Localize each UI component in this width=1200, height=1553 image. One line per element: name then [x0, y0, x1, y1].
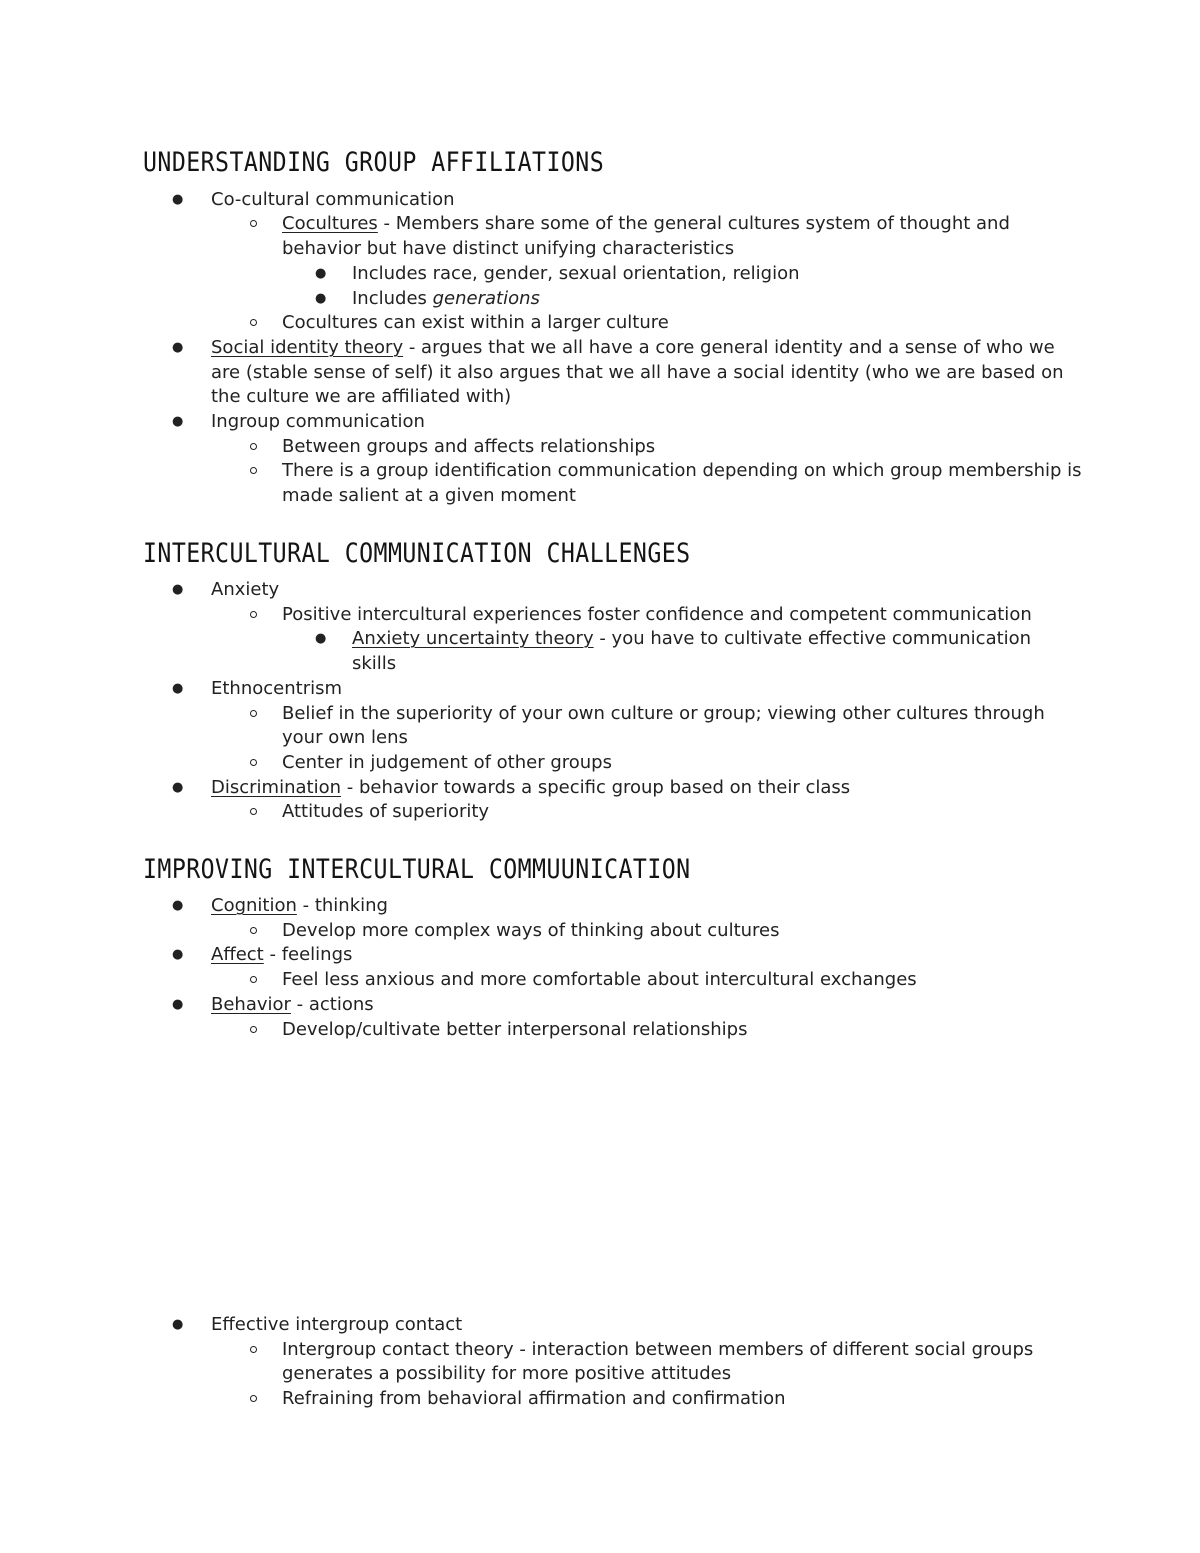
bullet-icon: ● — [172, 582, 184, 597]
hollow-bullet-icon — [250, 1026, 257, 1033]
list-item — [211, 894, 388, 919]
list-item — [211, 336, 1055, 361]
list-item: Develop/cultivate better interpersonal relationships — [282, 1019, 748, 1040]
section-heading: IMPROVING INTERCULTURAL COMMUUNICATION — [143, 854, 691, 885]
list-item — [211, 776, 850, 801]
list-item: Refraining from behavioral affirmation and confirmation — [282, 1388, 786, 1409]
list-item: There is a group identification communication depending on which group membership is — [282, 460, 1082, 481]
list-item — [352, 287, 540, 312]
hollow-bullet-icon — [250, 927, 257, 934]
section-heading: INTERCULTURAL COMMUNICATION CHALLENGES — [143, 538, 691, 569]
list-item: Belief in the superiority of your own culture or group; viewing other cultures through — [282, 703, 1045, 724]
bullet-icon: ● — [172, 947, 184, 962]
list-item: Center in judgement of other groups — [282, 752, 612, 773]
definition: - you have to cultivate effective communication — [593, 628, 1032, 649]
term: Anxiety uncertainty theory — [352, 628, 594, 649]
list-item: Between groups and affects relationships — [282, 436, 656, 457]
section-heading: UNDERSTANDING GROUP AFFILIATIONS — [143, 147, 605, 178]
list-item-continuation: generates a possibility for more positive attitudes — [282, 1363, 732, 1384]
list-item: Effective intergroup contact — [211, 1314, 463, 1335]
hollow-bullet-icon — [250, 319, 257, 326]
list-item: Develop more complex ways of thinking about cultures — [282, 920, 780, 941]
hollow-bullet-icon — [250, 220, 257, 227]
hollow-bullet-icon — [250, 710, 257, 717]
list-item: Ethnocentrism — [211, 678, 343, 699]
list-item — [352, 627, 1031, 652]
list-item — [211, 993, 374, 1018]
list-item — [211, 943, 352, 968]
bullet-icon: ● — [172, 898, 184, 913]
list-item: Feel less anxious and more comfortable about intercultural exchanges — [282, 969, 917, 990]
definition: - behavior towards a specific group based on their class — [341, 777, 851, 798]
term: Discrimination — [211, 777, 341, 798]
bullet-icon: ● — [172, 780, 184, 795]
list-item: Includes race, gender, sexual orientation, religion — [352, 263, 800, 284]
hollow-bullet-icon — [250, 808, 257, 815]
term: Cocultures — [282, 213, 378, 234]
definition: - actions — [290, 994, 374, 1015]
hollow-bullet-icon — [250, 611, 257, 618]
hollow-bullet-icon — [250, 443, 257, 450]
term: Behavior — [211, 994, 291, 1015]
emphasis: generations — [432, 288, 540, 309]
list-item: Co-cultural communication — [211, 189, 455, 210]
bullet-icon: ● — [315, 631, 327, 646]
term: Affect — [211, 944, 264, 965]
bullet-icon: ● — [172, 681, 184, 696]
list-item: Attitudes of superiority — [282, 801, 490, 822]
list-item-continuation: your own lens — [282, 727, 408, 748]
hollow-bullet-icon — [250, 467, 257, 474]
definition: - thinking — [296, 895, 388, 916]
hollow-bullet-icon — [250, 759, 257, 766]
definition: - feelings — [263, 944, 353, 965]
list-item — [282, 212, 1010, 237]
bullet-icon: ● — [172, 997, 184, 1012]
hollow-bullet-icon — [250, 1395, 257, 1402]
list-item: Positive intercultural experiences foster confidence and competent communication — [282, 604, 1032, 625]
text-lead: Includes — [352, 288, 433, 309]
list-item-continuation: the culture we are affiliated with) — [211, 386, 512, 407]
list-item: Intergroup contact theory - interaction between members of different social groups — [282, 1339, 1034, 1360]
bullet-icon: ● — [172, 1317, 184, 1332]
list-item-continuation: made salient at a given moment — [282, 485, 576, 506]
bullet-icon: ● — [315, 291, 327, 306]
bullet-icon: ● — [172, 414, 184, 429]
hollow-bullet-icon — [250, 976, 257, 983]
list-item: Anxiety — [211, 579, 280, 600]
hollow-bullet-icon — [250, 1346, 257, 1353]
list-item-continuation: behavior but have distinct unifying characteristics — [282, 238, 735, 259]
term: Cognition — [211, 895, 297, 916]
list-item-continuation: are (stable sense of self) it also argues that we all have a social identity (who we are based on — [211, 362, 1064, 383]
definition: - argues that we all have a core general identity and a sense of who we — [403, 337, 1055, 358]
list-item: Cocultures can exist within a larger culture — [282, 312, 669, 333]
term: Social identity theory — [211, 337, 404, 358]
bullet-icon: ● — [172, 192, 184, 207]
bullet-icon: ● — [315, 266, 327, 281]
list-item-continuation: skills — [352, 653, 397, 674]
list-item: Ingroup communication — [211, 411, 425, 432]
definition: - Members share some of the general cultures system of thought and — [377, 213, 1010, 234]
bullet-icon: ● — [172, 340, 184, 355]
